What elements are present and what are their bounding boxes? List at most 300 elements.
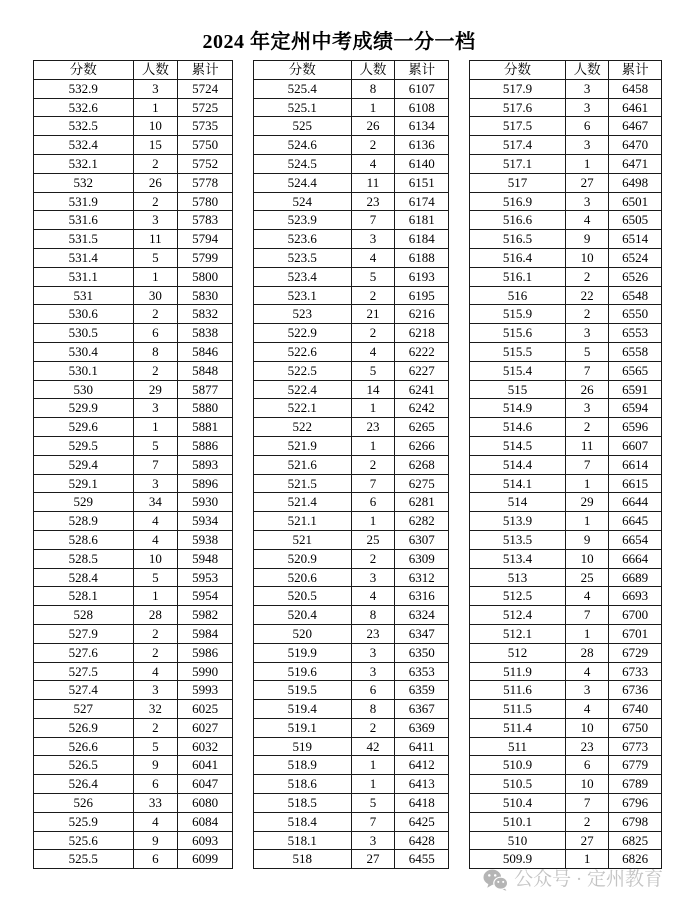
score-cell: 512.4 <box>470 606 566 625</box>
table-row <box>34 530 233 549</box>
score-cell: 530.4 <box>34 342 134 361</box>
table-row <box>34 286 233 305</box>
table-row <box>470 662 662 681</box>
score-cell: 520.9 <box>254 549 352 568</box>
count-cell: 9 <box>133 756 178 775</box>
cumulative-cell: 6645 <box>609 512 662 531</box>
table-row <box>34 549 233 568</box>
count-cell: 3 <box>133 399 178 418</box>
table-row <box>470 98 662 117</box>
count-cell: 2 <box>351 324 395 343</box>
count-cell: 28 <box>566 643 609 662</box>
count-cell: 27 <box>566 173 609 192</box>
table-row <box>254 530 449 549</box>
count-cell: 6 <box>133 850 178 869</box>
table-row <box>470 173 662 192</box>
score-cell: 522.5 <box>254 361 352 380</box>
score-cell: 527.6 <box>34 643 134 662</box>
table-row <box>254 342 449 361</box>
table-row <box>254 305 449 324</box>
table-row <box>470 399 662 418</box>
cumulative-cell: 6548 <box>609 286 662 305</box>
score-cell: 531 <box>34 286 134 305</box>
count-cell: 8 <box>351 700 395 719</box>
table-row <box>254 380 449 399</box>
score-cell: 513.5 <box>470 530 566 549</box>
count-cell: 10 <box>566 248 609 267</box>
count-cell: 3 <box>351 643 395 662</box>
score-cell: 519.5 <box>254 681 352 700</box>
table-row <box>254 436 449 455</box>
cumulative-cell: 5948 <box>178 549 233 568</box>
table-row <box>470 812 662 831</box>
cumulative-cell: 5886 <box>178 436 233 455</box>
score-cell: 532.6 <box>34 98 134 117</box>
cumulative-cell: 5724 <box>178 79 233 98</box>
score-cell: 527.5 <box>34 662 134 681</box>
cumulative-cell: 5780 <box>178 192 233 211</box>
cumulative-cell: 5954 <box>178 587 233 606</box>
count-cell: 2 <box>351 718 395 737</box>
count-cell: 1 <box>133 98 178 117</box>
table-row <box>470 436 662 455</box>
count-cell: 32 <box>133 700 178 719</box>
column-header: 分数 <box>470 61 566 80</box>
count-cell: 6 <box>351 681 395 700</box>
cumulative-cell: 5896 <box>178 474 233 493</box>
header-row <box>254 61 449 80</box>
cumulative-cell: 6750 <box>609 718 662 737</box>
score-cell: 517.6 <box>470 98 566 117</box>
cumulative-cell: 6281 <box>395 493 449 512</box>
score-cell: 512.1 <box>470 624 566 643</box>
score-cell: 531.6 <box>34 211 134 230</box>
cumulative-cell: 6505 <box>609 211 662 230</box>
score-cell: 527 <box>34 700 134 719</box>
score-cell: 524.4 <box>254 173 352 192</box>
score-cell: 514.9 <box>470 399 566 418</box>
score-cell: 523.5 <box>254 248 352 267</box>
cumulative-cell: 6218 <box>395 324 449 343</box>
cumulative-cell: 5934 <box>178 512 233 531</box>
count-cell: 5 <box>133 436 178 455</box>
count-cell: 4 <box>133 512 178 531</box>
count-cell: 7 <box>566 361 609 380</box>
cumulative-cell: 6455 <box>395 850 449 869</box>
cumulative-cell: 6241 <box>395 380 449 399</box>
count-cell: 30 <box>133 286 178 305</box>
table-row <box>254 700 449 719</box>
score-cell: 525.5 <box>34 850 134 869</box>
table-row <box>470 831 662 850</box>
cumulative-cell: 6591 <box>609 380 662 399</box>
count-cell: 22 <box>566 286 609 305</box>
table-row <box>470 737 662 756</box>
score-cell: 510 <box>470 831 566 850</box>
score-cell: 532.5 <box>34 117 134 136</box>
cumulative-cell: 6411 <box>395 737 449 756</box>
cumulative-cell: 6779 <box>609 756 662 775</box>
cumulative-cell: 6413 <box>395 775 449 794</box>
count-cell: 25 <box>566 568 609 587</box>
table-row <box>34 587 233 606</box>
cumulative-cell: 6514 <box>609 230 662 249</box>
table-row <box>34 643 233 662</box>
count-cell: 2 <box>566 267 609 286</box>
score-cell: 519 <box>254 737 352 756</box>
count-cell: 4 <box>566 587 609 606</box>
count-cell: 4 <box>351 342 395 361</box>
score-cell: 518.5 <box>254 794 352 813</box>
table-row <box>254 756 449 775</box>
count-cell: 2 <box>351 455 395 474</box>
score-cell: 519.1 <box>254 718 352 737</box>
cumulative-cell: 6461 <box>609 98 662 117</box>
table-row <box>34 436 233 455</box>
score-cell: 520.5 <box>254 587 352 606</box>
count-cell: 10 <box>133 117 178 136</box>
table-row <box>34 136 233 155</box>
count-cell: 1 <box>566 474 609 493</box>
cumulative-cell: 6644 <box>609 493 662 512</box>
count-cell: 26 <box>133 173 178 192</box>
table-row <box>470 154 662 173</box>
cumulative-cell: 5800 <box>178 267 233 286</box>
table-row <box>34 606 233 625</box>
wechat-icon <box>483 869 508 891</box>
cumulative-cell: 6550 <box>609 305 662 324</box>
table-row <box>470 324 662 343</box>
table-row <box>254 474 449 493</box>
count-cell: 4 <box>566 700 609 719</box>
score-cell: 532.4 <box>34 136 134 155</box>
table-row <box>34 324 233 343</box>
cumulative-cell: 6193 <box>395 267 449 286</box>
cumulative-cell: 6467 <box>609 117 662 136</box>
count-cell: 10 <box>566 775 609 794</box>
table-row <box>254 211 449 230</box>
score-cell: 518.4 <box>254 812 352 831</box>
count-cell: 1 <box>133 418 178 437</box>
cumulative-cell: 6093 <box>178 831 233 850</box>
score-cell: 528.9 <box>34 512 134 531</box>
cumulative-cell: 6615 <box>609 474 662 493</box>
table-row <box>254 361 449 380</box>
table-row <box>254 812 449 831</box>
table-row <box>254 587 449 606</box>
count-cell: 5 <box>133 248 178 267</box>
column-header: 分数 <box>254 61 352 80</box>
table-row <box>470 794 662 813</box>
count-cell: 26 <box>566 380 609 399</box>
count-cell: 2 <box>566 812 609 831</box>
score-cell: 518 <box>254 850 352 869</box>
cumulative-cell: 6242 <box>395 399 449 418</box>
score-cell: 514 <box>470 493 566 512</box>
count-cell: 23 <box>351 192 395 211</box>
table-row <box>34 248 233 267</box>
score-cell: 511.4 <box>470 718 566 737</box>
score-cell: 527.9 <box>34 624 134 643</box>
score-cell: 530 <box>34 380 134 399</box>
count-cell: 3 <box>566 79 609 98</box>
score-cell: 510.4 <box>470 794 566 813</box>
table-row <box>34 718 233 737</box>
score-cell: 510.9 <box>470 756 566 775</box>
cumulative-cell: 6268 <box>395 455 449 474</box>
cumulative-cell: 6107 <box>395 79 449 98</box>
score-cell: 528.1 <box>34 587 134 606</box>
count-cell: 27 <box>351 850 395 869</box>
cumulative-cell: 6826 <box>609 850 662 869</box>
score-cell: 521 <box>254 530 352 549</box>
table-row <box>470 775 662 794</box>
cumulative-cell: 5938 <box>178 530 233 549</box>
cumulative-cell: 6307 <box>395 530 449 549</box>
cumulative-cell: 6027 <box>178 718 233 737</box>
table-row <box>34 850 233 869</box>
count-cell: 11 <box>566 436 609 455</box>
score-cell: 514.6 <box>470 418 566 437</box>
count-cell: 4 <box>566 211 609 230</box>
count-cell: 3 <box>133 681 178 700</box>
score-cell: 522.1 <box>254 399 352 418</box>
table-row <box>34 455 233 474</box>
table-row <box>34 831 233 850</box>
count-cell: 1 <box>351 756 395 775</box>
score-cell: 512 <box>470 643 566 662</box>
score-cell: 530.1 <box>34 361 134 380</box>
cumulative-cell: 6324 <box>395 606 449 625</box>
cumulative-cell: 5893 <box>178 455 233 474</box>
count-cell: 2 <box>133 718 178 737</box>
cumulative-cell: 6736 <box>609 681 662 700</box>
score-table-2 <box>253 60 449 869</box>
cumulative-cell: 5750 <box>178 136 233 155</box>
score-cell: 525.1 <box>254 98 352 117</box>
score-cell: 519.9 <box>254 643 352 662</box>
score-cell: 524.6 <box>254 136 352 155</box>
table-row <box>254 568 449 587</box>
table-row <box>254 154 449 173</box>
cumulative-cell: 6181 <box>395 211 449 230</box>
count-cell: 4 <box>566 662 609 681</box>
count-cell: 9 <box>133 831 178 850</box>
table-row <box>470 718 662 737</box>
cumulative-cell: 5783 <box>178 211 233 230</box>
score-cell: 513.4 <box>470 549 566 568</box>
count-cell: 1 <box>566 624 609 643</box>
cumulative-cell: 6789 <box>609 775 662 794</box>
score-cell: 529.9 <box>34 399 134 418</box>
table-row <box>34 192 233 211</box>
count-cell: 34 <box>133 493 178 512</box>
table-row <box>470 192 662 211</box>
cumulative-cell: 6275 <box>395 474 449 493</box>
cumulative-cell: 6412 <box>395 756 449 775</box>
table-row <box>34 418 233 437</box>
count-cell: 3 <box>351 831 395 850</box>
table-row <box>34 98 233 117</box>
cumulative-cell: 5725 <box>178 98 233 117</box>
table-row <box>34 173 233 192</box>
table-row <box>34 399 233 418</box>
count-cell: 3 <box>351 568 395 587</box>
table-row <box>34 211 233 230</box>
count-cell: 9 <box>566 230 609 249</box>
cumulative-cell: 6188 <box>395 248 449 267</box>
score-cell: 511.6 <box>470 681 566 700</box>
watermark <box>483 869 663 891</box>
table-row <box>470 342 662 361</box>
score-cell: 513.9 <box>470 512 566 531</box>
table-row <box>254 248 449 267</box>
cumulative-cell: 6347 <box>395 624 449 643</box>
score-cell: 521.6 <box>254 455 352 474</box>
table-row <box>470 643 662 662</box>
table-row <box>34 737 233 756</box>
cumulative-cell: 6524 <box>609 248 662 267</box>
count-cell: 11 <box>351 173 395 192</box>
table-row <box>254 98 449 117</box>
score-cell: 522.9 <box>254 324 352 343</box>
count-cell: 4 <box>133 530 178 549</box>
table-row <box>254 117 449 136</box>
score-cell: 532 <box>34 173 134 192</box>
table-row <box>34 700 233 719</box>
cumulative-cell: 6654 <box>609 530 662 549</box>
count-cell: 1 <box>351 512 395 531</box>
score-cell: 530.5 <box>34 324 134 343</box>
score-cell: 526.4 <box>34 775 134 794</box>
score-cell: 514.1 <box>470 474 566 493</box>
table-row <box>34 117 233 136</box>
table-row <box>34 756 233 775</box>
score-cell: 526.9 <box>34 718 134 737</box>
table-row <box>470 380 662 399</box>
count-cell: 6 <box>566 117 609 136</box>
score-cell: 509.9 <box>470 850 566 869</box>
cumulative-cell: 5848 <box>178 361 233 380</box>
count-cell: 4 <box>133 812 178 831</box>
score-cell: 512.5 <box>470 587 566 606</box>
table-row <box>470 568 662 587</box>
count-cell: 14 <box>351 380 395 399</box>
cumulative-cell: 6359 <box>395 681 449 700</box>
table-row <box>34 79 233 98</box>
count-cell: 23 <box>566 737 609 756</box>
table-row <box>470 267 662 286</box>
count-cell: 8 <box>351 606 395 625</box>
score-cell: 518.9 <box>254 756 352 775</box>
table-row <box>34 794 233 813</box>
count-cell: 3 <box>566 98 609 117</box>
cumulative-cell: 6151 <box>395 173 449 192</box>
cumulative-cell: 6309 <box>395 549 449 568</box>
count-cell: 3 <box>351 230 395 249</box>
score-cell: 520.6 <box>254 568 352 587</box>
score-cell: 511.5 <box>470 700 566 719</box>
cumulative-cell: 6222 <box>395 342 449 361</box>
score-cell: 515.9 <box>470 305 566 324</box>
count-cell: 7 <box>566 794 609 813</box>
score-cell: 525.6 <box>34 831 134 850</box>
cumulative-cell: 6553 <box>609 324 662 343</box>
table-row <box>34 230 233 249</box>
column-header: 分数 <box>34 61 134 80</box>
count-cell: 3 <box>566 399 609 418</box>
count-cell: 21 <box>351 305 395 324</box>
table-row <box>470 512 662 531</box>
count-cell: 5 <box>566 342 609 361</box>
count-cell: 6 <box>133 775 178 794</box>
score-cell: 523.6 <box>254 230 352 249</box>
score-cell: 515.6 <box>470 324 566 343</box>
score-cell: 514.5 <box>470 436 566 455</box>
cumulative-cell: 6080 <box>178 794 233 813</box>
count-cell: 5 <box>133 737 178 756</box>
table-row <box>470 756 662 775</box>
cumulative-cell: 5846 <box>178 342 233 361</box>
score-table-3 <box>469 60 662 869</box>
count-cell: 7 <box>351 812 395 831</box>
tables-container <box>33 60 662 869</box>
count-cell: 29 <box>566 493 609 512</box>
cumulative-cell: 6689 <box>609 568 662 587</box>
table-row <box>470 248 662 267</box>
table-row <box>34 624 233 643</box>
table-row <box>470 455 662 474</box>
table-row <box>470 418 662 437</box>
count-cell: 3 <box>133 211 178 230</box>
table-row <box>34 305 233 324</box>
count-cell: 3 <box>566 681 609 700</box>
cumulative-cell: 6367 <box>395 700 449 719</box>
table-row <box>254 324 449 343</box>
score-cell: 528 <box>34 606 134 625</box>
table-row <box>34 662 233 681</box>
table-row <box>254 455 449 474</box>
score-cell: 522 <box>254 418 352 437</box>
table-row <box>470 850 662 869</box>
cumulative-cell: 6282 <box>395 512 449 531</box>
score-cell: 527.4 <box>34 681 134 700</box>
score-cell: 521.9 <box>254 436 352 455</box>
count-cell: 3 <box>133 79 178 98</box>
score-cell: 529.5 <box>34 436 134 455</box>
table-row <box>470 493 662 512</box>
cumulative-cell: 5953 <box>178 568 233 587</box>
score-cell: 525.4 <box>254 79 352 98</box>
table-row <box>470 79 662 98</box>
table-row <box>254 718 449 737</box>
count-cell: 29 <box>133 380 178 399</box>
score-cell: 515 <box>470 380 566 399</box>
cumulative-cell: 5990 <box>178 662 233 681</box>
watermark-text: 公众号 · 定州教育 <box>514 869 663 890</box>
score-cell: 526.6 <box>34 737 134 756</box>
table-row <box>34 267 233 286</box>
cumulative-cell: 5832 <box>178 305 233 324</box>
count-cell: 4 <box>133 662 178 681</box>
cumulative-cell: 6701 <box>609 624 662 643</box>
table-row <box>470 530 662 549</box>
count-cell: 42 <box>351 737 395 756</box>
cumulative-cell: 5993 <box>178 681 233 700</box>
count-cell: 25 <box>351 530 395 549</box>
count-cell: 4 <box>351 587 395 606</box>
table-row <box>254 493 449 512</box>
